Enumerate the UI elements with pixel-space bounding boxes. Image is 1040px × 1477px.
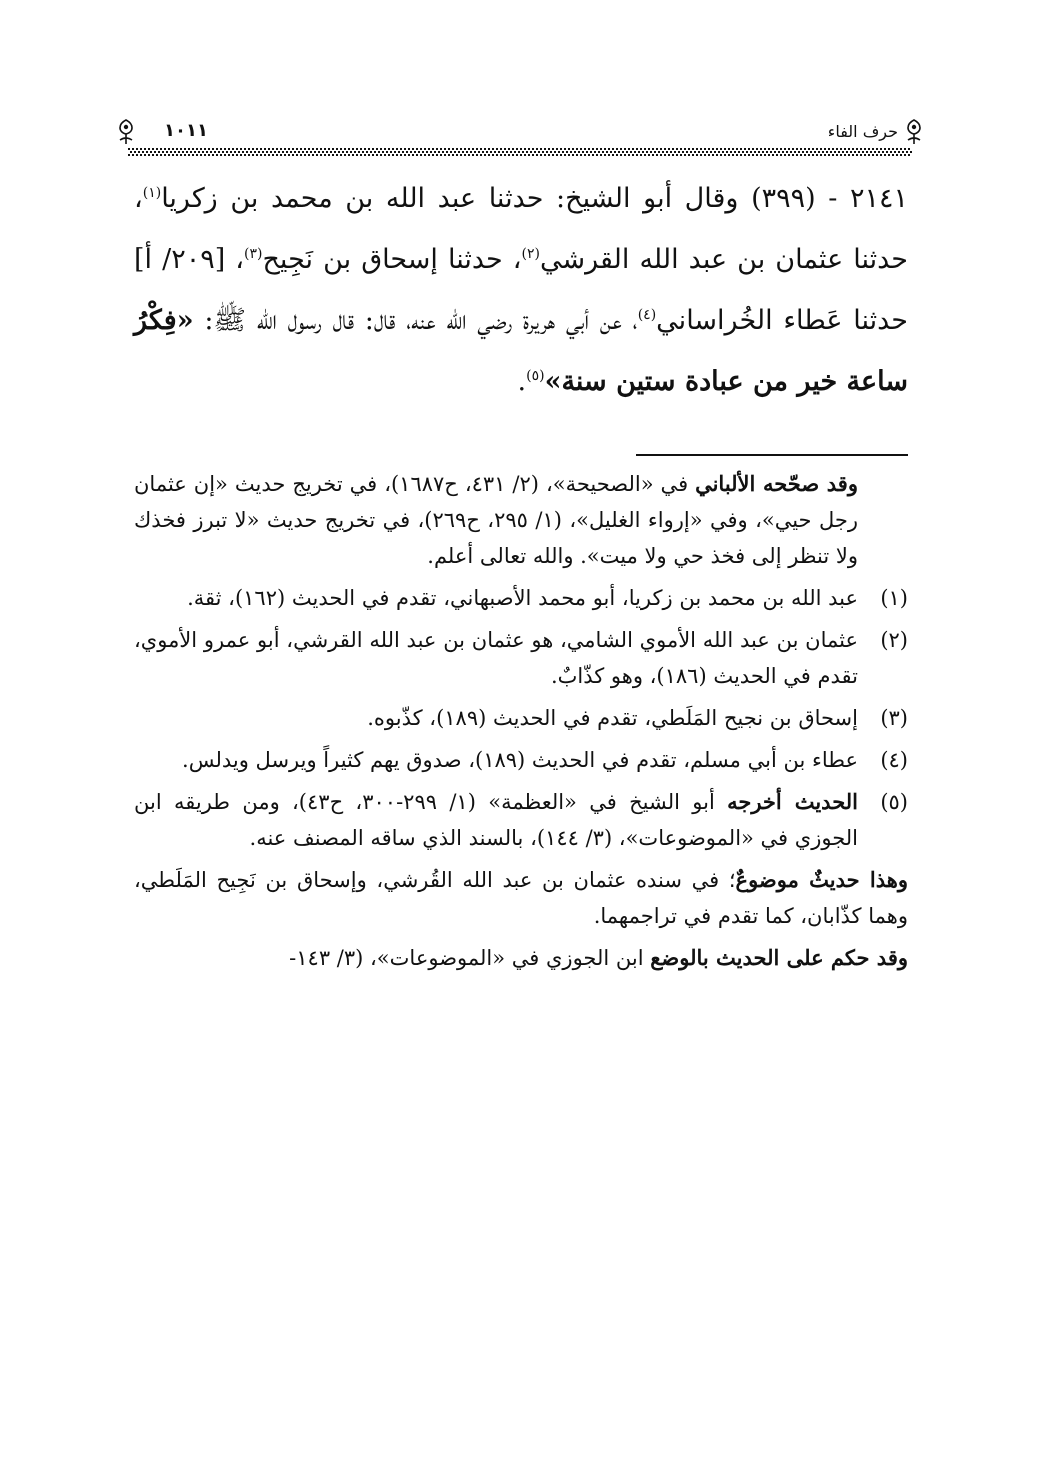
chapter-title: حرف الفاء [827,122,898,141]
footnote-item [134,580,908,616]
footnote-ref: (١) [142,185,162,201]
footnote-text: ؛ في سنده عثمان بن عبد الله القُرشي، وإسحاق بن نَجِيح المَلَطي، وهما كذّابان، كما تقدم في تراجمهما. [134,868,908,928]
footnote-text: عثمان بن عبد الله الأموي الشامي، هو عثمان بن عبد الله القرشي، أبو عمرو الأموي، تقدم في الحديث (١٨٦)، وهو كذّابٌ. [134,628,858,688]
bold-phrase: وقد حكم على الحديث بالوضع [650,945,908,970]
footnotes [134,466,908,982]
bold-phrase: وقد صحّحه الألباني [695,471,858,496]
footnote-continuation [134,466,908,574]
footnote-ref: (٢) [521,246,540,262]
footnote-item [134,700,908,736]
footnote-text: عبد الله بن محمد بن زكريا، أبو محمد الأصبهاني، تقدم في الحديث (١٦٢)، ثقة. [187,586,858,610]
footnote-text: عطاء بن أبي مسلم، تقدم في الحديث (١٨٩)، صدوق يهم كثيراً ويرسل ويدلس. [182,748,858,772]
bold-phrase: وهذا حديثٌ موضوعٌ [735,867,908,892]
ornament-icon [114,118,138,146]
hadith-quote: «فِكْرُ ساعة خير من عبادة ستين سنة» [134,305,908,397]
header-rule [128,148,912,156]
footnote-text: في «الصحيحة»، (٢/ ٤٣١، ح١٦٨٧)، في تخريج حديث «إن عثمان رجل حيي»، وفي «إرواء الغليل»، (١/ ٢٩٥، ح٢٦٩)، في تخريج حديث «لا تبرز فخذك ولا تنظر إلى فخذ حي ولا ميت». والله تعالى أعلم. [134,472,858,568]
footnote-item [134,742,908,778]
footnote-text: ابن الجوزي في «الموضوعات»، (٣/ ١٤٣- [289,946,651,970]
footnote-item [134,622,908,694]
hadith-paragraph [134,168,908,412]
ornament-icon [902,118,926,146]
page-header [128,118,912,158]
footnote-item [134,784,908,856]
footnote-number: (١) [880,586,908,610]
text-segment: . [517,366,527,397]
text-segment: ، حدثنا عثمان بن عبد الله القرشي [134,183,908,275]
text-segment: ، عن أبي هريرة رضي الله عنه، قال: قال رسول الله ﷺ: [193,305,638,336]
text-segment: ، [٢٠٩/ أ] حدثنا عَطاء الخُراساني [134,244,908,336]
footnote-separator [636,454,908,456]
footnote-text: إسحاق بن نجيح المَلَطي، تقدم في الحديث (١٨٩)، كذّبوه. [367,706,858,730]
text-segment: ٢١٤١ - (٣٩٩) وقال أبو الشيخ: حدثنا عبد الله بن محمد بن زكريا [161,183,908,214]
footnote-ref: (٤) [637,307,657,323]
page-number: ١٠١١ [164,120,208,141]
hadith-text [134,168,908,412]
footnote-number: (٣) [880,706,908,730]
footnote-number: (٥) [880,790,908,814]
footnote-paragraph [134,940,908,976]
text-segment: ، حدثنا إسحاق بن نَجِيح [262,244,522,275]
footnote-number: (٤) [880,748,908,772]
footnote-number: (٢) [880,628,908,652]
bold-phrase: الحديث أخرجه [727,789,858,814]
footnote-text-part: أبو الشيخ في «العظمة» (١/ ٢٩٩-٣٠٠، ح٤٣)، ومن طريقه ابن الجوزي في «الموضوعات»، (٣/ ١٤٤)، بالسند الذي ساقه المصنف عنه. [134,790,858,850]
footnote-paragraph [134,862,908,934]
footnote-ref: (٥) [526,368,545,384]
footnote-text [134,784,858,856]
footnote-ref: (٣) [244,246,263,262]
